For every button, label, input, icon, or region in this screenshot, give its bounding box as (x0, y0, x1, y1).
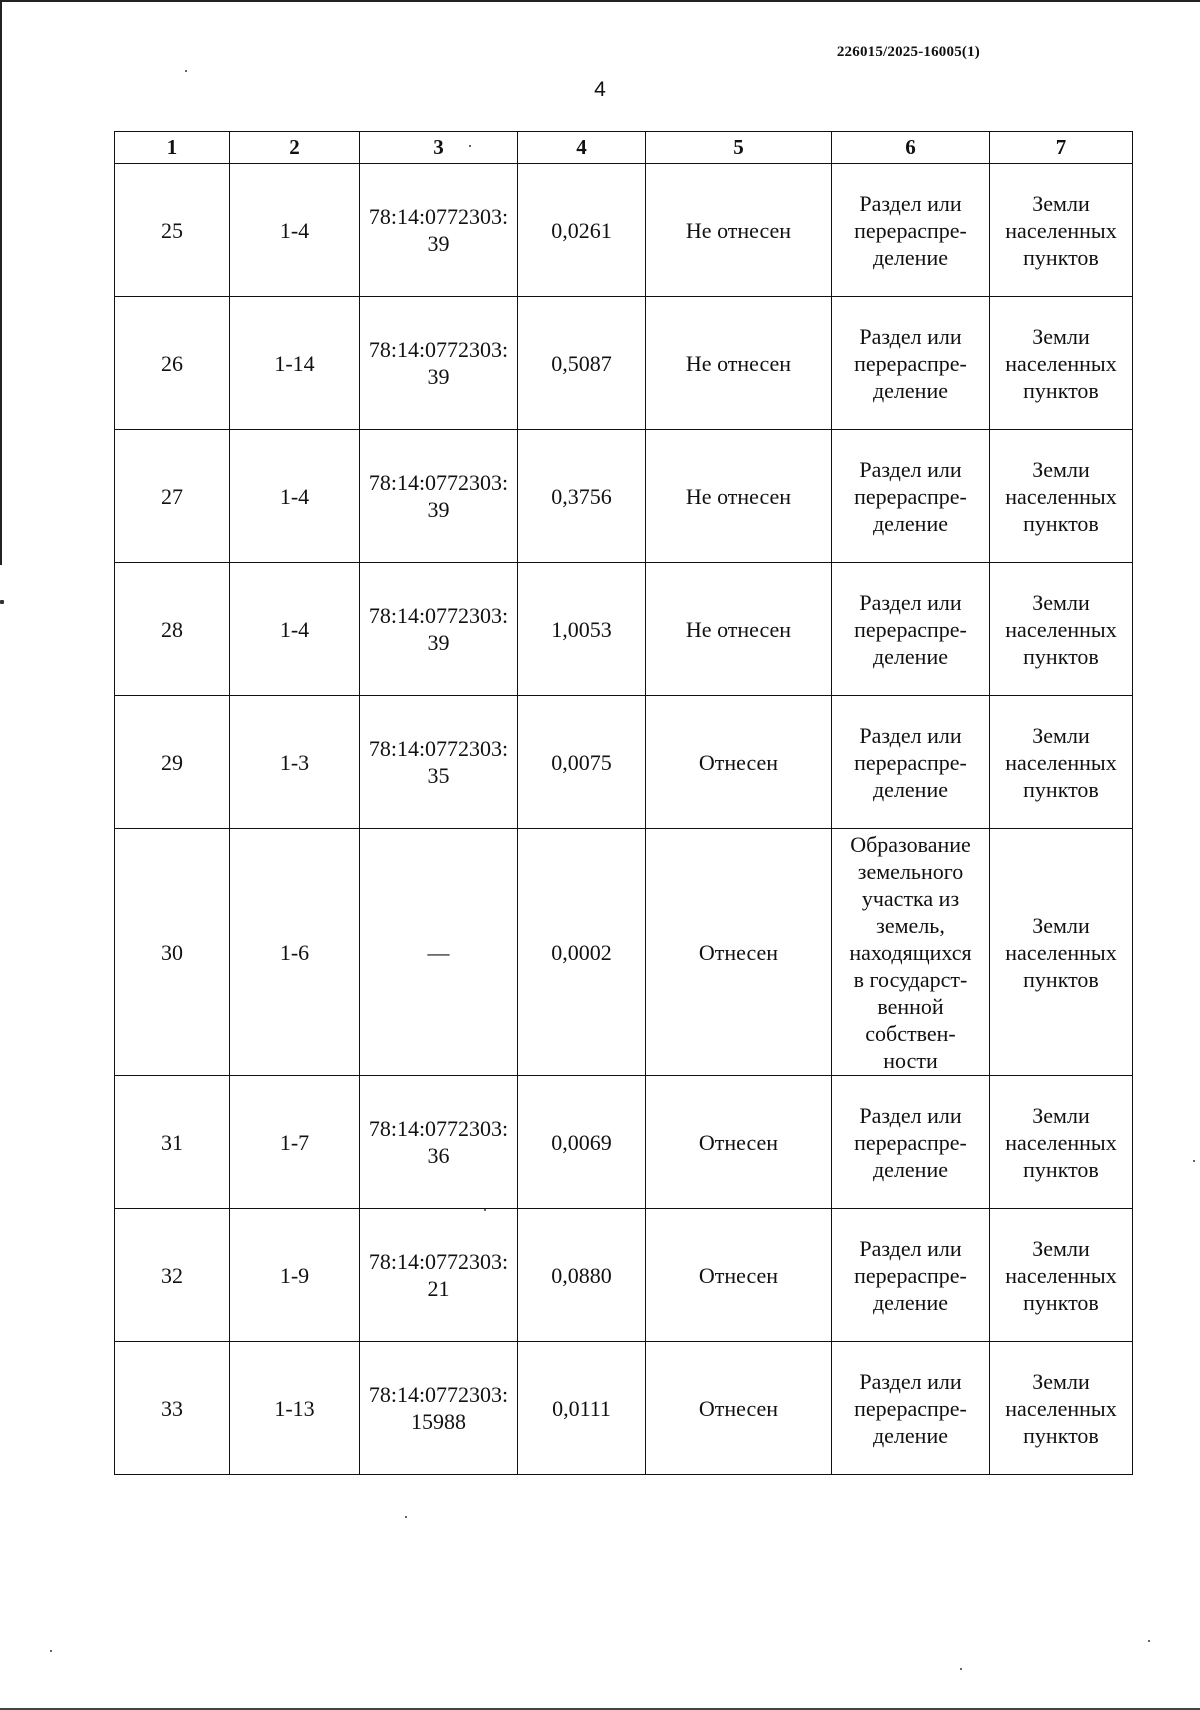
table-row (115, 164, 1133, 297)
status-cell: Отнесен (646, 1209, 832, 1342)
scan-speck (469, 145, 471, 147)
cadastral-number: 78:14:0772303: 21 (360, 1209, 518, 1342)
contour-number: 1-4 (230, 563, 360, 696)
status-cell: Не отнесен (646, 164, 832, 297)
column-header-4: 4 (518, 132, 646, 164)
contour-number: 1-9 (230, 1209, 360, 1342)
cadastral-number: 78:14:0772303: 39 (360, 297, 518, 430)
contour-number: 1-3 (230, 696, 360, 829)
action-type: Образование земельного участка из земель, находящихся в государст- венной собствен- ности (832, 829, 990, 1076)
area-value: 0,0111 (518, 1342, 646, 1475)
contour-number: 1-13 (230, 1342, 360, 1475)
cadastral-number: 78:14:0772303: 36 (360, 1076, 518, 1209)
status-cell: Отнесен (646, 1076, 832, 1209)
table-header-row (115, 132, 1133, 164)
scan-speck (1148, 1640, 1150, 1642)
contour-number: 1-7 (230, 1076, 360, 1209)
cadastral-number: 78:14:0772303: 35 (360, 696, 518, 829)
area-value: 0,0002 (518, 829, 646, 1076)
row-number: 30 (115, 829, 230, 1076)
contour-number: 1-4 (230, 164, 360, 297)
row-number: 29 (115, 696, 230, 829)
land-category: Земли населенных пунктов (990, 696, 1133, 829)
status-cell: Отнесен (646, 829, 832, 1076)
land-category: Земли населенных пунктов (990, 563, 1133, 696)
column-header-2: 2 (230, 132, 360, 164)
area-value: 0,0880 (518, 1209, 646, 1342)
column-header-1: 1 (115, 132, 230, 164)
status-cell: Не отнесен (646, 430, 832, 563)
area-value: 0,5087 (518, 297, 646, 430)
land-category: Земли населенных пунктов (990, 1076, 1133, 1209)
status-cell: Не отнесен (646, 563, 832, 696)
status-cell: Отнесен (646, 1342, 832, 1475)
area-value: 0,0075 (518, 696, 646, 829)
area-value: 0,0261 (518, 164, 646, 297)
land-category: Земли населенных пунктов (990, 829, 1133, 1076)
document-number: 226015/2025-16005(1) (836, 44, 980, 60)
action-type: Раздел или перераспре- деление (832, 164, 990, 297)
contour-number: 1-6 (230, 829, 360, 1076)
column-header-3: 3 (360, 132, 518, 164)
action-type: Раздел или перераспре- деление (832, 1342, 990, 1475)
column-header-6: 6 (832, 132, 990, 164)
action-type: Раздел или перераспре- деление (832, 696, 990, 829)
row-number: 32 (115, 1209, 230, 1342)
row-number: 27 (115, 430, 230, 563)
table-row (115, 1209, 1133, 1342)
table-row (115, 430, 1133, 563)
action-type: Раздел или перераспре- деление (832, 1076, 990, 1209)
scan-speck (405, 1516, 407, 1518)
table-row (115, 1076, 1133, 1209)
contour-number: 1-14 (230, 297, 360, 430)
table-row (115, 829, 1133, 1076)
contour-number: 1-4 (230, 430, 360, 563)
cadastral-number: 78:14:0772303: 39 (360, 563, 518, 696)
land-category: Земли населенных пунктов (990, 1342, 1133, 1475)
cadastral-number: 78:14:0772303: 39 (360, 430, 518, 563)
action-type: Раздел или перераспре- деление (832, 297, 990, 430)
table-row (115, 563, 1133, 696)
action-type: Раздел или перераспре- деление (832, 430, 990, 563)
row-number: 26 (115, 297, 230, 430)
action-type: Раздел или перераспре- деление (832, 1209, 990, 1342)
table-row (115, 297, 1133, 430)
land-plots-table (114, 131, 1133, 1475)
row-number: 31 (115, 1076, 230, 1209)
table-row (115, 1342, 1133, 1475)
table-row (115, 696, 1133, 829)
land-category: Земли населенных пунктов (990, 164, 1133, 297)
area-value: 0,3756 (518, 430, 646, 563)
scan-speck (50, 1650, 52, 1652)
status-cell: Не отнесен (646, 297, 832, 430)
row-number: 33 (115, 1342, 230, 1475)
scan-edge-left (0, 0, 2, 565)
cadastral-number: 78:14:0772303: 15988 (360, 1342, 518, 1475)
row-number: 28 (115, 563, 230, 696)
area-value: 0,0069 (518, 1076, 646, 1209)
scan-speck (484, 1209, 486, 1211)
action-type: Раздел или перераспре- деление (832, 563, 990, 696)
scan-speck (1193, 1160, 1195, 1162)
scan-speck (185, 70, 187, 72)
scan-edge-top (0, 0, 1200, 2)
land-category: Земли населенных пунктов (990, 1209, 1133, 1342)
status-cell: Отнесен (646, 696, 832, 829)
scan-speck (0, 600, 4, 604)
column-header-5: 5 (646, 132, 832, 164)
land-category: Земли населенных пунктов (990, 297, 1133, 430)
row-number: 25 (115, 164, 230, 297)
area-value: 1,0053 (518, 563, 646, 696)
scan-speck (960, 1668, 962, 1670)
cadastral-number: — (360, 829, 518, 1076)
cadastral-number: 78:14:0772303: 39 (360, 164, 518, 297)
page-number: 4 (594, 78, 606, 101)
land-category: Земли населенных пунктов (990, 430, 1133, 563)
column-header-7: 7 (990, 132, 1133, 164)
